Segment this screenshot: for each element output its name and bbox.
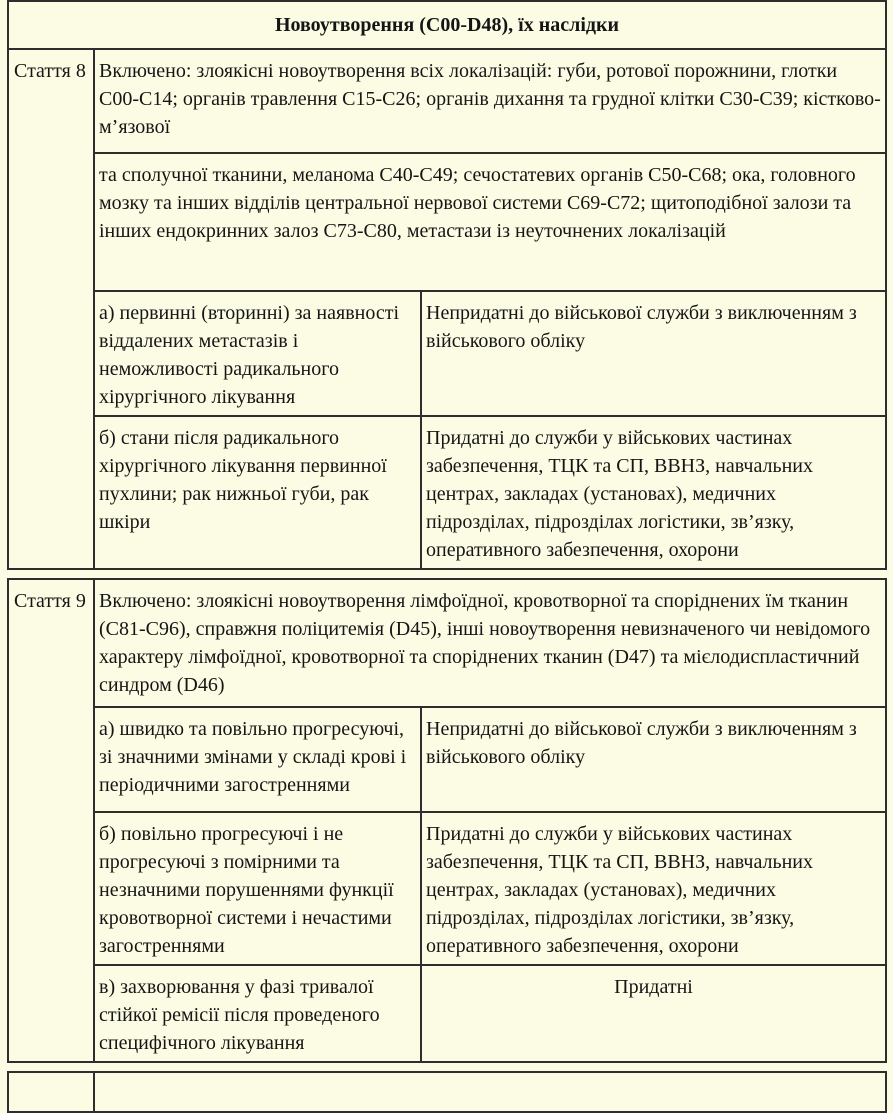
article8-decision-a: Непридатні до військової служби з виключенням з військового обліку [421,291,886,416]
next-article-content-cell [94,1072,886,1112]
article8-decision-b: Придатні до служби у військових частинах забезпечення, ТЦК та СП, ВВНЗ, навчальних центрах, закладах (установах), медичних підрозділах, підрозділах логістики, зв’язку, оперативного забезпечення, охорони [421,416,886,569]
article9-decision-b: Придатні до служби у військових частинах забезпечення, ТЦК та СП, ВВНЗ, навчальних центрах, закладах (установах), медичних підрозділах, підрозділах логістики, зв’язку, оперативного забезпечення, охорони [421,812,886,965]
article8-condition-a: а) первинні (вторинні) за наявності віддалених метастазів і неможливості радикального хірургічного лікування [94,291,421,416]
table-row [8,416,886,569]
table-row [8,965,886,1062]
table-row [8,49,886,153]
table-row [8,153,886,291]
article9-condition-a: а) швидко та повільно прогресуючі, зі значними змінами у складі крові і періодичними загостреннями [94,707,421,812]
article9-condition-b: б) повільно прогресуючі і не прогресуючі з помірними та незначними порушеннями функції кровотворної системи і нечастими загостреннями [94,812,421,965]
table-gap [7,570,885,578]
article9-condition-v: в) захворювання у фазі тривалої стійкої ремісії після проведеного специфічного лікування [94,965,421,1062]
table-row [8,707,886,812]
article8-included-part1: Включено: злоякісні новоутворення всіх локалізацій: губи, ротової порожнини, глотки C00-C14; органів травлення C15-C26; органів дихання та грудної клітки C30-C39; кістково-м’язової [94,49,886,153]
table-row [8,291,886,416]
next-article-table-partial [7,1071,887,1113]
article9-included: Включено: злоякісні новоутворення лімфоїдної, кровотворної та споріднених їм тканин (C81-C96), справжня поліцитемія (D45), інші новоутворення невизначеного чи невідомого характеру лімфоїдної, кровотворної та споріднених тканин (D47) та мієлодиспластичний синдром (D46) [94,579,886,707]
table-title: Новоутворення (C00-D48), їх наслідки [8,1,886,49]
article8-label: Стаття 8 [8,49,94,569]
article9-decision-v: Придатні [421,965,886,1062]
neoplasms-table-article8 [7,0,887,570]
table-row [8,579,886,707]
neoplasms-table-article9 [7,578,887,1063]
article9-label: Стаття 9 [8,579,94,1062]
table-row [8,812,886,965]
article9-decision-a: Непридатні до військової служби з виключенням з військового обліку [421,707,886,812]
table-gap [7,1063,885,1071]
table-header-row [8,1,886,49]
article8-included-part2: та сполучної тканини, меланома C40-C49; сечостатевих органів C50-C68; ока, головного мозку та інших відділів центральної нервової системи C69-C72; щитоподібної залози та інших ендокринних залоз C73-C80, метастази із неуточнених локалізацій [94,153,886,291]
table-row [8,1072,886,1112]
article8-condition-b: б) стани після радикального хірургічного лікування первинної пухлини; рак нижньої губи, рак шкіри [94,416,421,569]
next-article-label-cell [8,1072,94,1112]
